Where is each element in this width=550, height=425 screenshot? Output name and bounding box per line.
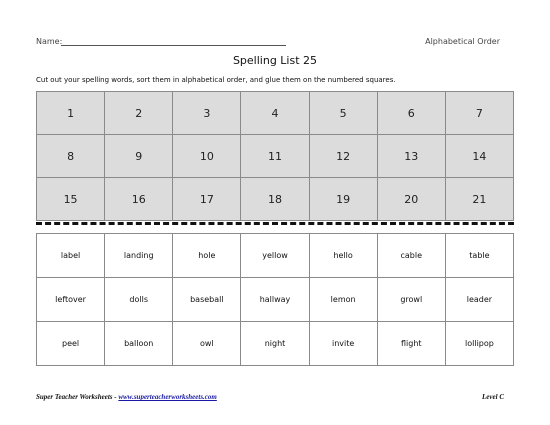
number-square: 13 xyxy=(377,135,445,178)
number-square: 8 xyxy=(37,135,105,178)
number-square: 10 xyxy=(173,135,241,178)
word-card: yellow xyxy=(241,234,309,278)
name-line[interactable] xyxy=(61,45,286,46)
number-square: 11 xyxy=(241,135,309,178)
word-card: hallway xyxy=(241,278,309,322)
number-square: 2 xyxy=(105,92,173,135)
number-square: 15 xyxy=(37,178,105,221)
word-card: night xyxy=(241,322,309,366)
instructions-text: Cut out your spelling words, sort them in alphabetical order, and glue them on the numbered squares. xyxy=(36,76,396,84)
word-card: lemon xyxy=(309,278,377,322)
number-square: 16 xyxy=(105,178,173,221)
number-square: 7 xyxy=(445,92,513,135)
number-row xyxy=(37,92,514,135)
word-card: lollipop xyxy=(445,322,513,366)
number-row xyxy=(37,178,514,221)
footer-brand-name: Super Teacher Worksheets - xyxy=(36,393,119,401)
word-card: hole xyxy=(173,234,241,278)
word-card: leader xyxy=(445,278,513,322)
level-label: Level C xyxy=(482,393,504,401)
number-row xyxy=(37,135,514,178)
word-card: flight xyxy=(377,322,445,366)
number-square: 9 xyxy=(105,135,173,178)
word-card: hello xyxy=(309,234,377,278)
word-card: owl xyxy=(173,322,241,366)
number-square: 1 xyxy=(37,92,105,135)
footer-link[interactable]: www.superteacherworksheets.com xyxy=(118,393,217,401)
worksheet-type-label: Alphabetical Order xyxy=(425,37,500,46)
name-row xyxy=(36,37,500,49)
page-title: Spelling List 25 xyxy=(232,54,318,67)
numbered-squares-grid xyxy=(36,91,514,221)
word-row xyxy=(37,322,514,366)
word-card: dolls xyxy=(105,278,173,322)
number-square: 5 xyxy=(309,92,377,135)
word-card: leftover xyxy=(37,278,105,322)
word-card: baseball xyxy=(173,278,241,322)
number-square: 18 xyxy=(241,178,309,221)
spelling-words-grid xyxy=(36,233,514,366)
number-square: 3 xyxy=(173,92,241,135)
cut-line xyxy=(36,222,514,225)
footer xyxy=(36,393,504,405)
number-square: 12 xyxy=(309,135,377,178)
word-row xyxy=(37,234,514,278)
number-square: 20 xyxy=(377,178,445,221)
number-square: 21 xyxy=(445,178,513,221)
word-card: invite xyxy=(309,322,377,366)
word-card: cable xyxy=(377,234,445,278)
number-square: 4 xyxy=(241,92,309,135)
number-square: 14 xyxy=(445,135,513,178)
word-row xyxy=(37,278,514,322)
number-square: 17 xyxy=(173,178,241,221)
word-card: table xyxy=(445,234,513,278)
word-card: label xyxy=(37,234,105,278)
name-label: Name: xyxy=(36,37,63,46)
word-card: landing xyxy=(105,234,173,278)
word-card: balloon xyxy=(105,322,173,366)
number-square: 19 xyxy=(309,178,377,221)
footer-brand xyxy=(36,393,217,401)
number-square: 6 xyxy=(377,92,445,135)
word-card: growl xyxy=(377,278,445,322)
word-card: peel xyxy=(37,322,105,366)
